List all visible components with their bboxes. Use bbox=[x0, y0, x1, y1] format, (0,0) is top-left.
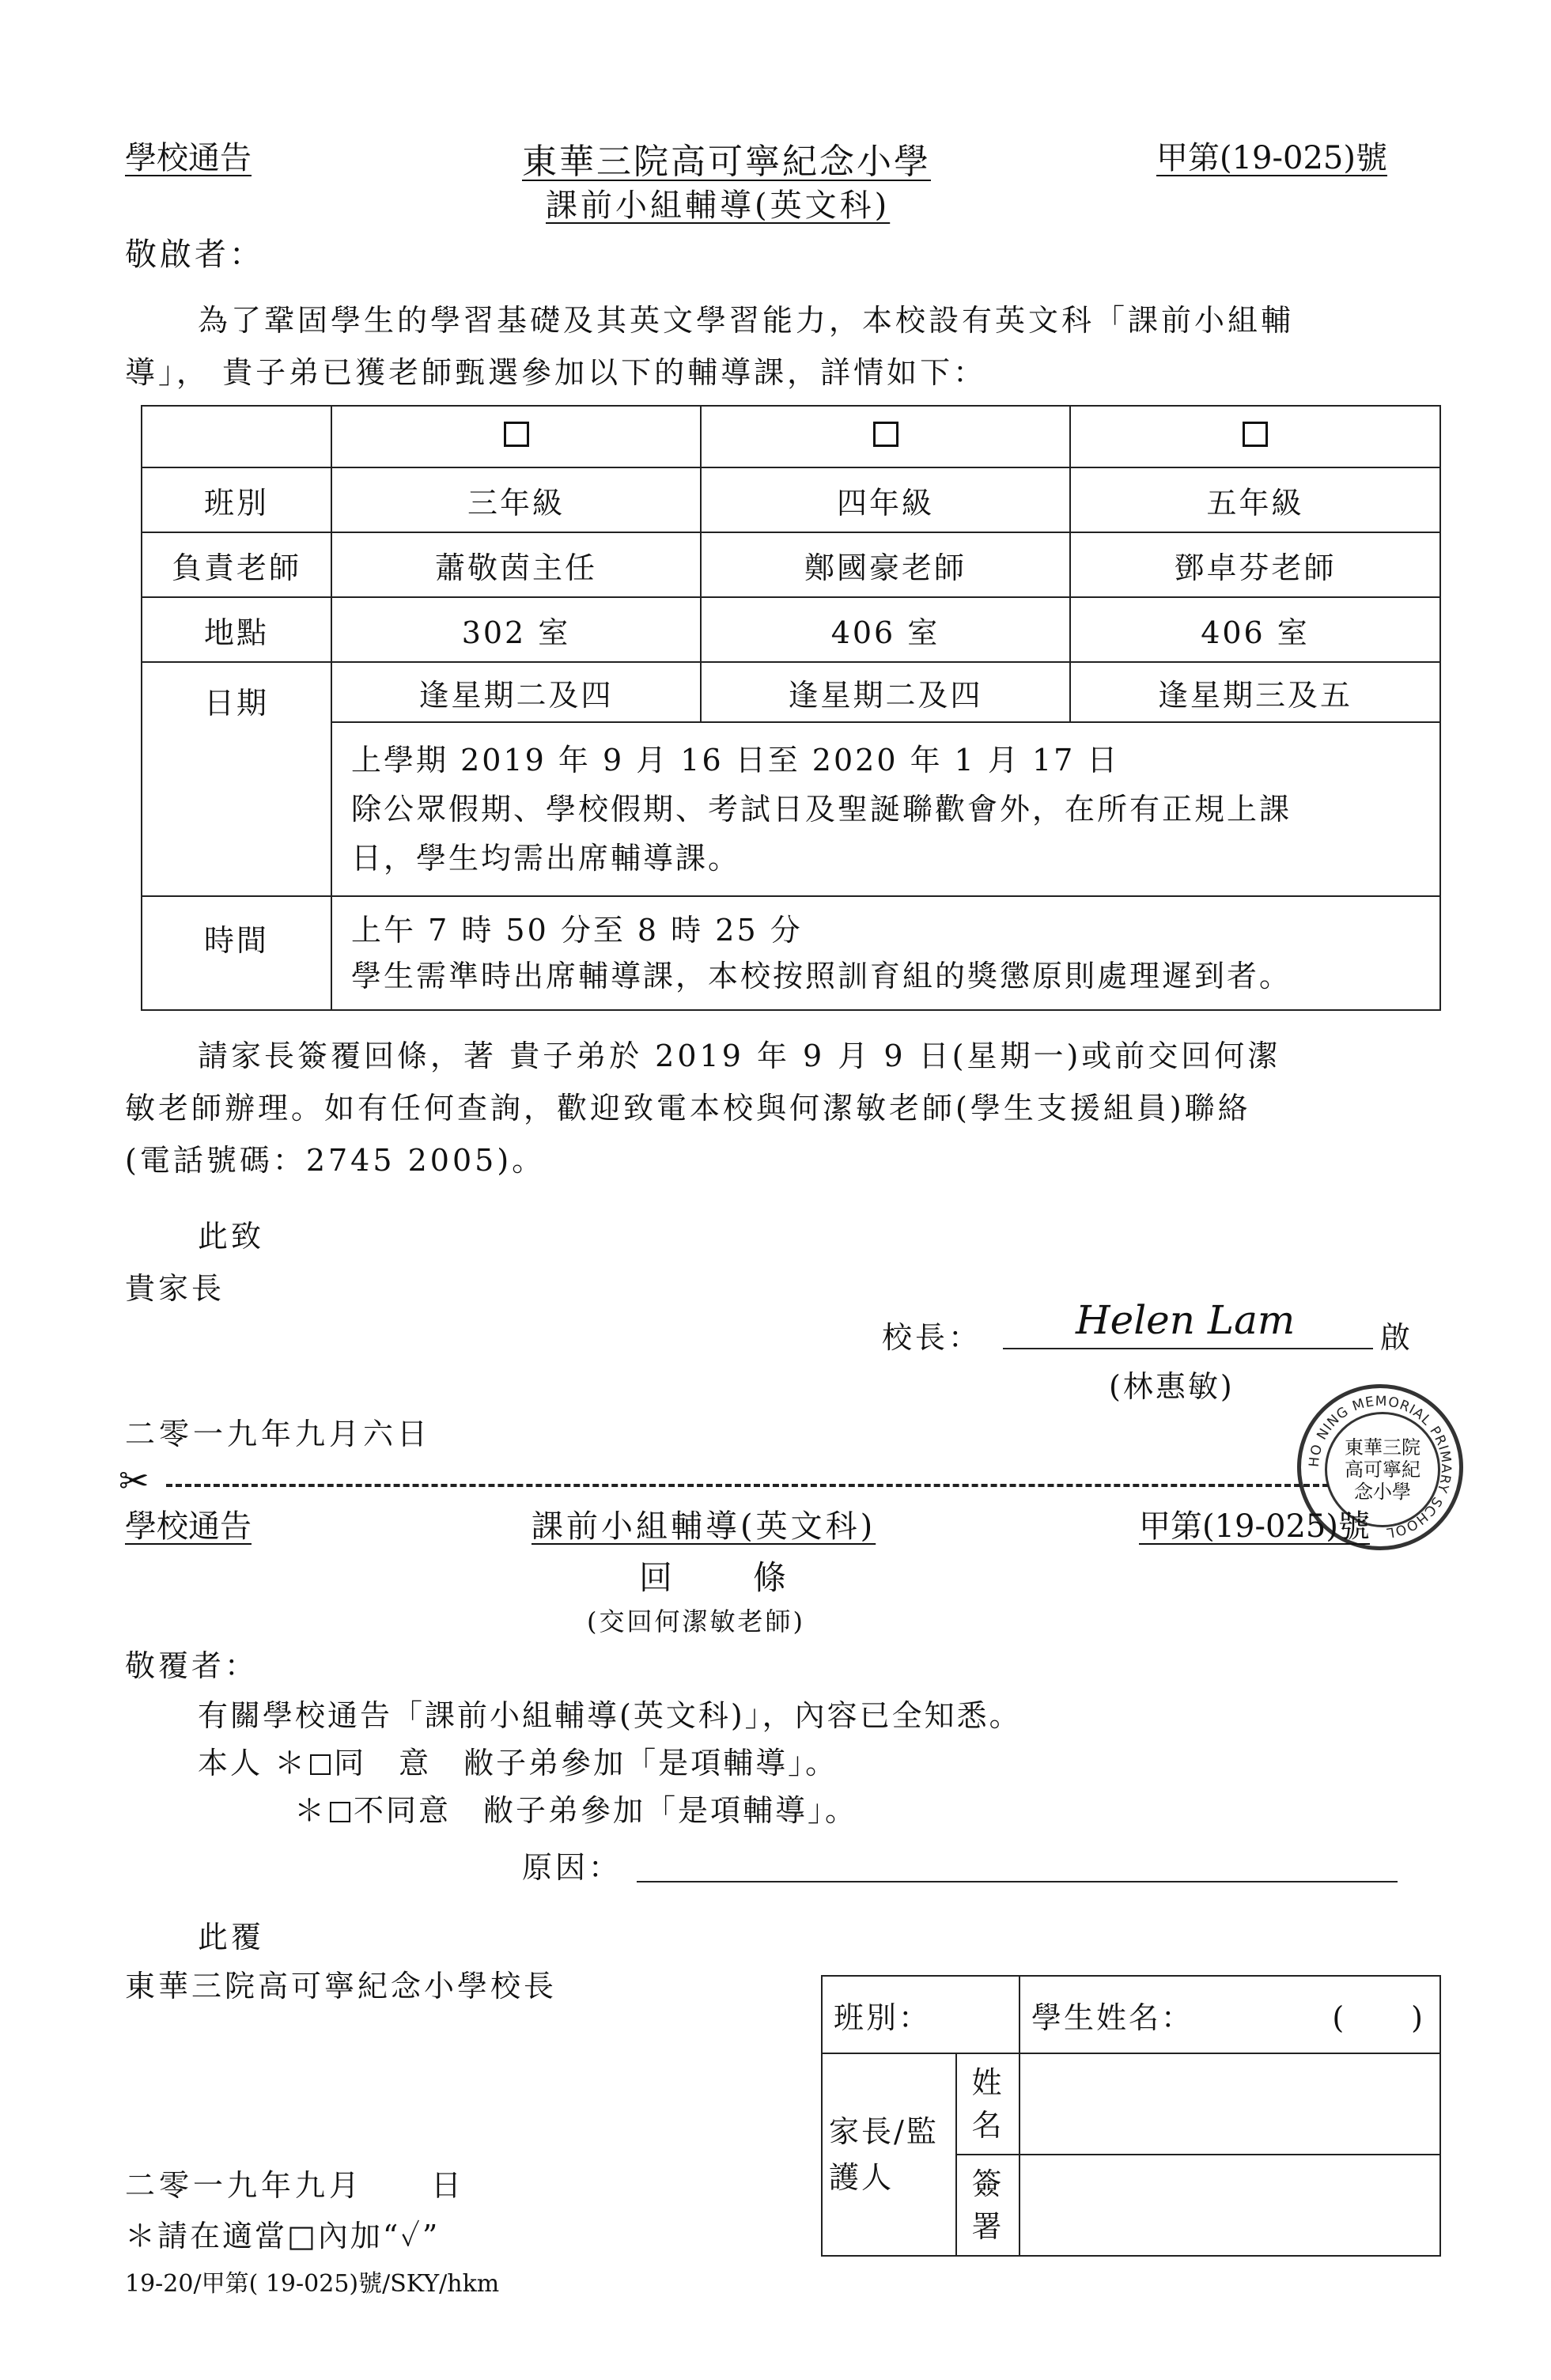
reply-notice-type: 學校通告 bbox=[125, 1508, 252, 1545]
checkbox-cell[interactable] bbox=[331, 406, 701, 467]
reply-date: 二零一九年九月 日 bbox=[125, 2168, 466, 2203]
date-note-line-1: 除公眾假期、學校假期、考試日及聖誕聯歡會外，在所有正規上課 bbox=[351, 792, 1292, 827]
row-label-class: 班別 bbox=[142, 467, 331, 532]
intro-paragraph bbox=[125, 294, 1454, 399]
header-empty-cell bbox=[142, 406, 331, 467]
sign-label: 簽署 bbox=[956, 2155, 1019, 2256]
name-label: 姓名 bbox=[956, 2053, 1019, 2155]
guardian-label: 家長/監護人 bbox=[822, 2053, 956, 2256]
reply-regards: 此覆 bbox=[198, 1920, 265, 1954]
footer-reference: 19-20/甲第( 19-025)號/SKY/hkm bbox=[125, 2270, 500, 2298]
closing-line-2: 敏老師辦理。如有任何查詢，歡迎致電本校與何潔敏老師(學生支援組員)聯絡 bbox=[125, 1091, 1251, 1126]
days-grade5: 逢星期三及五 bbox=[1070, 662, 1440, 722]
reply-notice-number: 甲第(19-025)號 bbox=[1139, 1508, 1370, 1545]
intro-line-1: 為了鞏固學生的學習基礎及其英文學習能力，本校設有英文科「課前小組輔 bbox=[198, 303, 1295, 338]
checkbox-cell[interactable] bbox=[1070, 406, 1440, 467]
teacher-grade4: 鄭國豪老師 bbox=[701, 532, 1070, 597]
principal-sign-suffix: 啟 bbox=[1380, 1320, 1411, 1355]
row-label-date: 日期 bbox=[142, 662, 331, 896]
schedule-table bbox=[141, 405, 1441, 1011]
row-label-venue: 地點 bbox=[142, 597, 331, 662]
checkbox-grade3[interactable] bbox=[504, 422, 529, 447]
reply-title: 回 條 bbox=[639, 1558, 811, 1597]
notice-subject: 課前小組輔導(英文科) bbox=[546, 187, 891, 224]
reply-option-disagree[interactable]: ＊ 不同意 敝子弟參加「是項輔導」。 bbox=[294, 1793, 858, 1828]
principal-name: (林惠敏) bbox=[1109, 1369, 1235, 1404]
date-note-line-2: 日，學生均需出席輔導課。 bbox=[351, 841, 741, 876]
instruction-note: ＊請在適當□內加“✓” bbox=[125, 2219, 441, 2253]
time-note: 學生需準時出席輔導課，本校按照訓育組的獎懲原則處理遲到者。 bbox=[351, 959, 1292, 993]
venue-grade4: 406 室 bbox=[701, 597, 1070, 662]
salutation: 敬啟者： bbox=[125, 236, 264, 273]
teacher-grade3: 蕭敬茵主任 bbox=[331, 532, 701, 597]
disagree-text: 不同意 敝子弟參加「是項輔導」。 bbox=[354, 1793, 858, 1828]
stamp-ring-text: HO NING MEMORIAL PRIMARY SCHOOL bbox=[1306, 1393, 1455, 1541]
reply-return-to: (交回何潔敏老師) bbox=[587, 1606, 805, 1636]
class-grade3: 三年級 bbox=[331, 467, 701, 532]
row-label-time: 時間 bbox=[142, 896, 331, 1010]
time-details bbox=[331, 896, 1440, 1010]
row-label-teacher: 負責老師 bbox=[142, 532, 331, 597]
term-dates: 上學期 2019 年 9 月 16 日至 2020 年 1 月 17 日 bbox=[351, 743, 1120, 778]
date-details bbox=[331, 722, 1440, 896]
reply-addressee: 東華三院高可寧紀念小學校長 bbox=[125, 1969, 558, 2004]
closing-paragraph bbox=[125, 1030, 1470, 1186]
checkbox-disagree[interactable] bbox=[330, 1802, 350, 1822]
days-grade4: 逢星期二及四 bbox=[701, 662, 1070, 722]
student-number-paren: ( ) bbox=[1332, 2000, 1426, 2035]
principal-signature-line bbox=[1003, 1348, 1373, 1349]
venue-grade5: 406 室 bbox=[1070, 597, 1440, 662]
checkbox-grade5[interactable] bbox=[1243, 422, 1268, 447]
reply-subject: 課前小組輔導(英文科) bbox=[532, 1508, 876, 1545]
reply-option-agree[interactable]: 本人 ＊ 同 意 敝子弟參加「是項輔導」。 bbox=[198, 1746, 838, 1780]
notice-type: 學校通告 bbox=[125, 140, 252, 176]
agree-text: 同 意 敝子弟參加「是項輔導」。 bbox=[334, 1746, 838, 1780]
school-name: 東華三院高可寧紀念小學 bbox=[522, 142, 931, 182]
reply-student-name-cell[interactable]: 學生姓名： ( ) bbox=[1019, 1976, 1440, 2053]
class-grade4: 四年級 bbox=[701, 467, 1070, 532]
reply-ack-line: 有關學校通告「課前小組輔導(英文科)」，內容已全知悉。 bbox=[198, 1698, 1022, 1733]
days-grade3: 逢星期二及四 bbox=[331, 662, 701, 722]
reply-salutation: 敬覆者： bbox=[125, 1648, 259, 1683]
venue-grade3: 302 室 bbox=[331, 597, 701, 662]
class-grade5: 五年級 bbox=[1070, 467, 1440, 532]
self-label: 本人 bbox=[198, 1746, 263, 1780]
checkbox-agree[interactable] bbox=[310, 1754, 331, 1775]
reason-label: 原因： bbox=[522, 1850, 622, 1885]
principal-label: 校長： bbox=[882, 1320, 982, 1355]
principal-signature: Helen Lam bbox=[1076, 1297, 1296, 1343]
cut-line bbox=[166, 1484, 1329, 1487]
closing-line-1: 請家長簽覆回條，著 貴子弟於 2019 年 9 月 9 日(星期一)或前交回何潔 bbox=[198, 1039, 1281, 1073]
reply-info-table bbox=[821, 1975, 1441, 2257]
notice-date: 二零一九年九月六日 bbox=[125, 1417, 432, 1451]
reason-field[interactable] bbox=[637, 1881, 1398, 1882]
guardian-signature-field[interactable] bbox=[1019, 2155, 1440, 2256]
notice-number: 甲第(19-025)號 bbox=[1156, 140, 1387, 176]
closing-line-3: (電話號碼：2745 2005)。 bbox=[125, 1143, 546, 1178]
checkbox-grade4[interactable] bbox=[873, 422, 898, 447]
guardian-name-field[interactable] bbox=[1019, 2053, 1440, 2155]
time-value: 上午 7 時 50 分至 8 時 25 分 bbox=[351, 913, 803, 948]
stamp-center: 東華三院高可寧紀念小學 bbox=[1325, 1412, 1440, 1527]
reply-class-cell[interactable]: 班別： bbox=[822, 1976, 1019, 2053]
intro-line-2: 導」， 貴子弟已獲老師甄選參加以下的輔導課，詳情如下： bbox=[125, 355, 987, 390]
regards: 此致 bbox=[198, 1219, 265, 1254]
scissors-icon: ✂ bbox=[119, 1459, 149, 1502]
teacher-grade5: 鄧卓芬老師 bbox=[1070, 532, 1440, 597]
checkbox-cell[interactable] bbox=[701, 406, 1070, 467]
addressee: 貴家長 bbox=[125, 1271, 225, 1306]
